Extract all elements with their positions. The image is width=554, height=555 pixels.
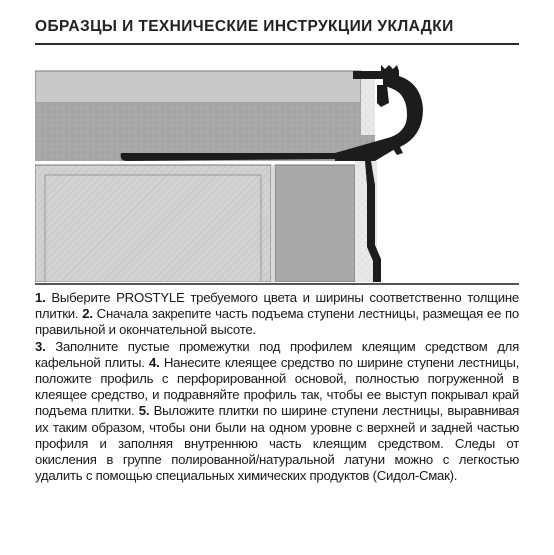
step-5-text: Выложите плитки по ширине ступени лестницы, выравнивая их таким образом, чтобы они были на одном уровне с верхней и задней частью профиля и заполняя внутреннюю часть клеящим средством. Следы от окисления в группе полированной/натуральной латуни можно с легкостью удалить с помощью специальных химических продуктов (Сидол-Смак). [35,403,520,484]
step-1-number: 1. [35,290,46,305]
step-2-text: Сначала закрепите часть подъема ступени лестницы, размещая ее по правильной и окончательной высоте. [35,306,519,338]
step-4-text: Нанесите клеящее средство по ширине ступени лестницы, положите профиль с перфорированной основой, полностью погруженной в клеящее средство, и подравняйте профиль так, чтобы ее выступ покрывал край подъема плитки. [35,354,519,419]
step-1-text: Выберите PROSTYLE требуемого цвета и ширины соответственно толщине плитки. [35,290,519,322]
step-4-number: 4. [149,354,160,370]
profile-grip [353,65,399,79]
step-3-number: 3. [35,338,46,354]
instructions-text [35,290,519,484]
page-title: ОБРАЗЦЫ И ТЕХНИЧЕСКИЕ ИНСТРУКЦИИ УКЛАДКИ [35,18,454,35]
step-5-number: 5. [138,403,150,419]
riser-block [35,165,271,282]
adhesive-fill [361,71,375,135]
bottom-divider [35,283,519,285]
riser-tile [275,165,355,282]
adhesive-layer [35,103,375,161]
step-2-number: 2. [82,306,93,322]
step-3-text: Заполните пустые промежутки под профилем клеящим средством для кафельной плиты. [35,338,519,370]
tread-tile [35,71,361,103]
installation-diagram [35,45,519,282]
